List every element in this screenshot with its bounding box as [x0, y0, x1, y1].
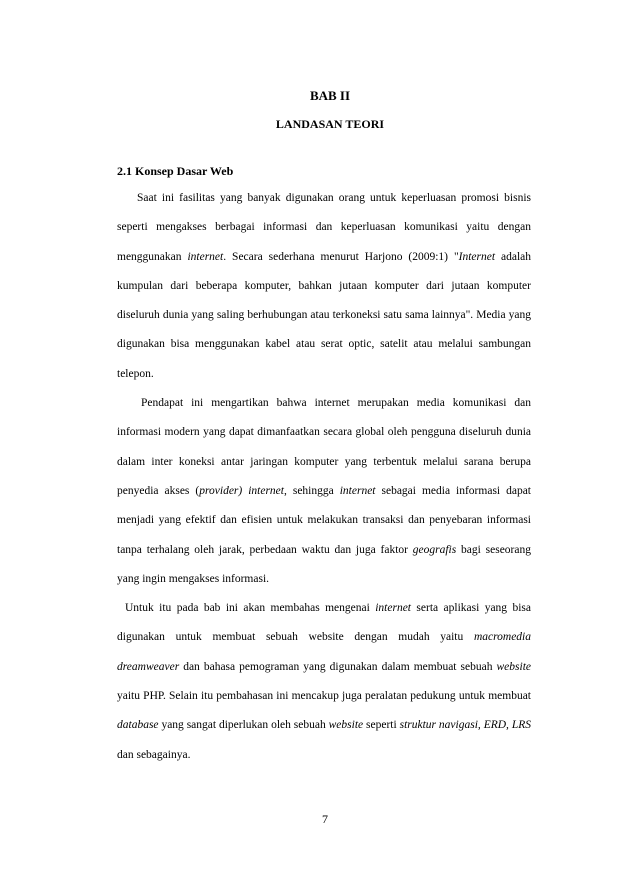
text-run: dan bahasa pemograman yang digunakan dalam membuat sebuah — [179, 660, 497, 673]
italic-text-run: database — [117, 719, 159, 732]
text-run: bagi seseorang yang ingin mengakses informasi. — [117, 543, 531, 585]
text-run: sebagai media informasi dapat menjadi yang efektif dan efisien untuk melakukan transaksi dan penyebaran informasi tanpa terhalang oleh jarak, perbedaan waktu dan juga faktor — [117, 484, 531, 556]
text-run: Saat ini fasilitas yang banyak digunakan orang untuk keperluasan promosi bisnis seperti mengakses berbagai informasi dan keperluasan komunikasi yaitu dengan menggunakan — [117, 192, 531, 263]
italic-text-run: internet — [187, 250, 224, 263]
text-run: . Secara sederhana menurut Harjono (2009:1) " — [223, 250, 459, 263]
italic-text-run: Internet — [458, 250, 496, 263]
text-run: yaitu PHP. Selain itu pembahasan ini mencakup juga peralatan pedukung untuk membuat — [117, 690, 531, 703]
text-run: adalah kumpulan dari beberapa komputer, bahkan jutaan komputer dari jutaan komputer diseluruh dunia yang saling berhubungan atau terkoneksi satu sama lainnya". Media yang digunakan bisa menggunakan kabel atau serat optic, satelit atau melalui sambungan telepon. — [117, 250, 532, 380]
text-run: dan sebagainya. — [117, 748, 191, 761]
chapter-title: LANDASAN TEORI — [275, 117, 385, 131]
paragraph-2 — [117, 389, 531, 594]
paragraph-3 — [117, 594, 531, 770]
italic-text-run: internet — [375, 602, 411, 615]
chapter-number: BAB II — [309, 88, 351, 103]
paragraph-1 — [117, 184, 531, 389]
text-run: seperti — [363, 719, 400, 732]
text-run: , sehingga — [283, 484, 340, 497]
italic-text-run: macromedia dreamweaver — [117, 631, 531, 673]
text-run: Pendapat ini mengartikan bahwa internet merupakan media komunikasi dan informasi modern yang dapat dimanfaatkan secara global oleh pengguna diseluruh dunia dalam inter koneksi antar jaringan komputer yang terbentuk melalui sarana berupa penyedia akses ( — [117, 397, 531, 497]
italic-text-run: struktur navigasi, ERD, LRS — [399, 719, 531, 732]
page-number: 7 — [322, 812, 328, 826]
text-run: Untuk itu pada bab ini akan membahas mengenai — [125, 602, 376, 615]
italic-text-run: internet — [339, 484, 376, 497]
italic-text-run: website — [496, 660, 531, 673]
text-run: serta aplikasi yang bisa digunakan untuk membuat sebuah website dengan mudah yaitu — [117, 602, 531, 644]
italic-text-run: website — [328, 719, 364, 732]
italic-text-run: geografis — [412, 543, 457, 556]
text-run: yang sangat diperlukan oleh sebuah — [158, 719, 329, 732]
body-text — [117, 184, 531, 770]
italic-text-run: provider) internet — [199, 484, 284, 497]
section-heading: 2.1 Konsep Dasar Web — [117, 164, 234, 178]
